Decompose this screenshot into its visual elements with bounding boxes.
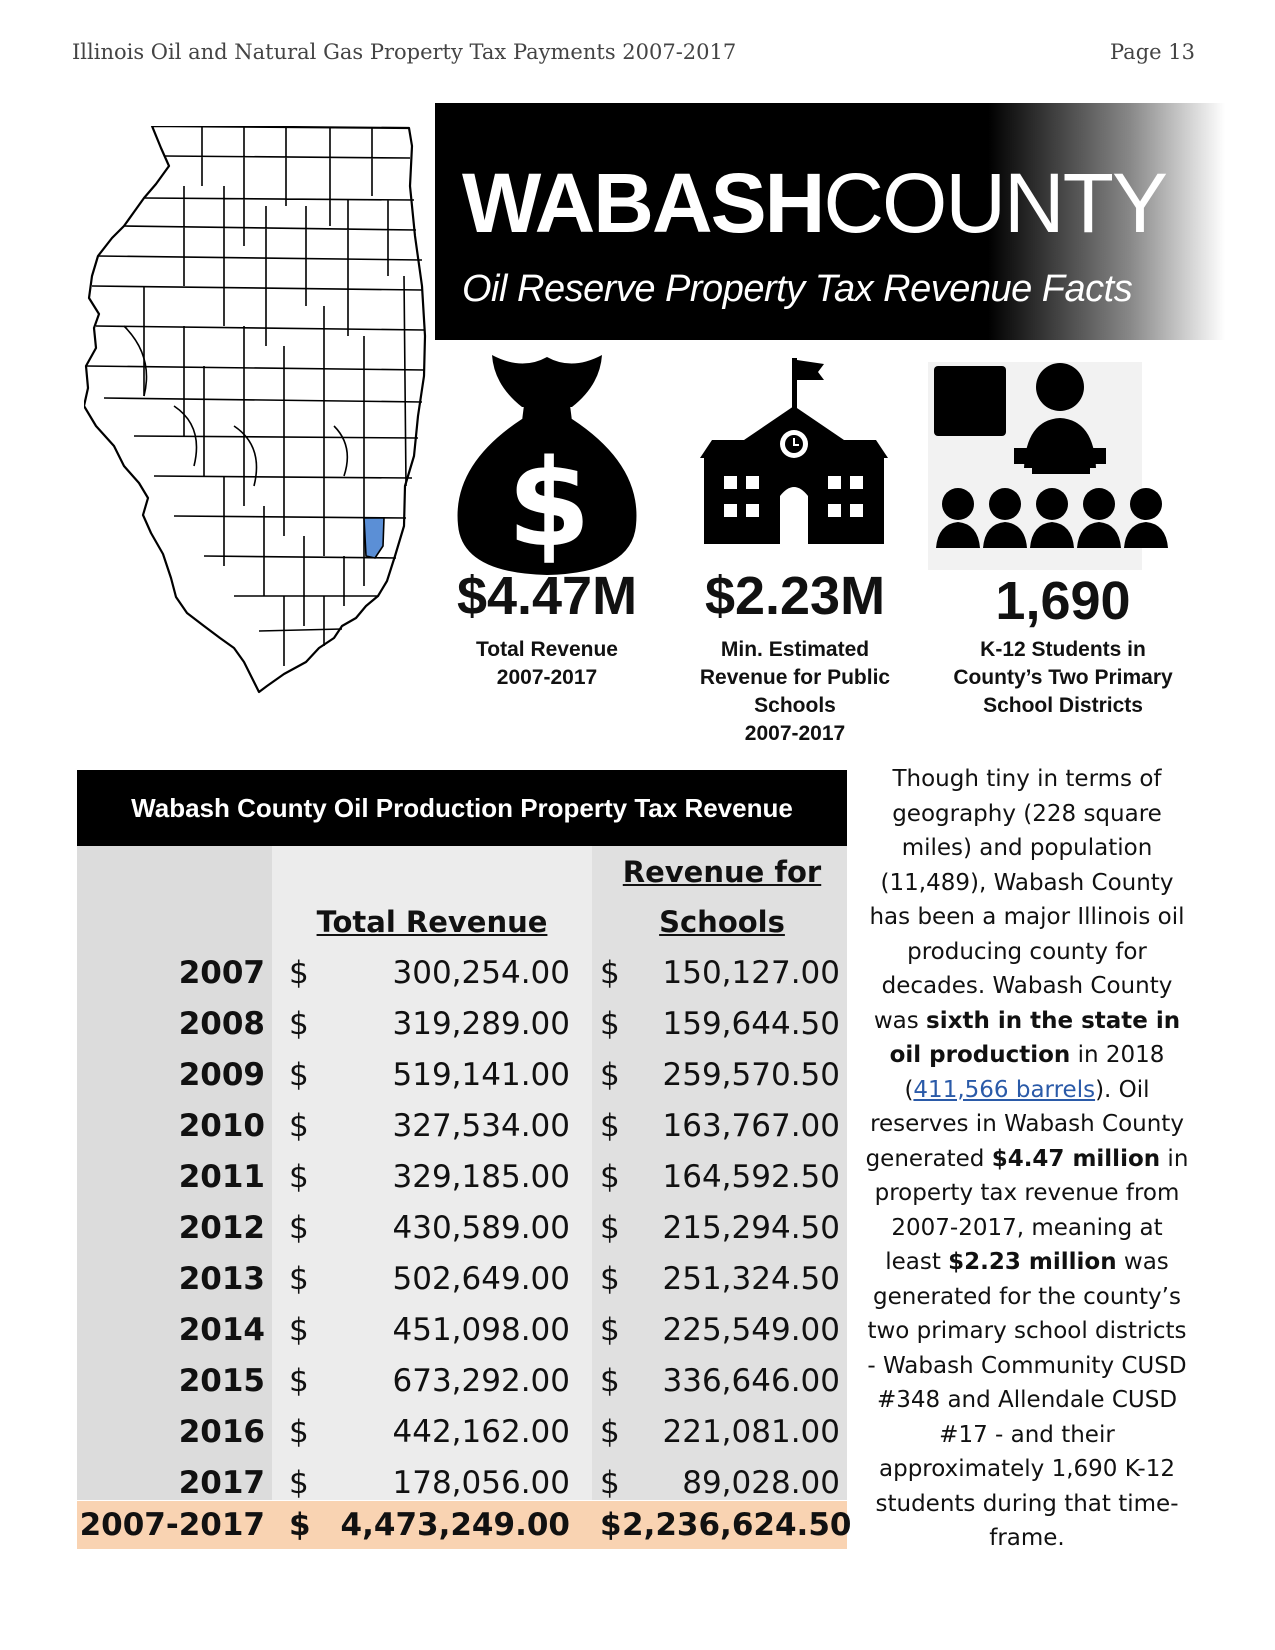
county-title bbox=[462, 155, 1166, 251]
year-cell: 2015 bbox=[178, 1363, 265, 1399]
table-title: Wabash County Oil Production Property Tax Revenue bbox=[77, 770, 847, 846]
year-cell: 2016 bbox=[178, 1414, 265, 1450]
schools-revenue-cell: 221,081.00 bbox=[662, 1414, 840, 1450]
total-revenue-cell: 673,292.00 bbox=[392, 1363, 570, 1399]
total-revenue-cell: 319,289.00 bbox=[392, 1006, 570, 1042]
para-bold-schools: $2.23 million bbox=[948, 1249, 1117, 1275]
classroom-students-icon bbox=[928, 352, 1180, 570]
dollar-sign: $ bbox=[289, 955, 309, 991]
total-revenue-cell: 300,254.00 bbox=[392, 955, 570, 991]
schools-revenue-cell: 164,592.50 bbox=[662, 1159, 840, 1195]
dollar-sign: $ bbox=[600, 955, 620, 991]
banner-subtitle: Oil Reserve Property Tax Revenue Facts bbox=[462, 268, 1133, 310]
schools-revenue-cell: 336,646.00 bbox=[662, 1363, 840, 1399]
table-row bbox=[77, 1407, 847, 1458]
total-revenue-cell: 519,141.00 bbox=[392, 1057, 570, 1093]
dollar-sign: $ bbox=[289, 1210, 309, 1246]
col-header-schools-line1: Revenue for bbox=[622, 855, 822, 889]
para-text: in property tax revenue from 2007-2017, meaning at least bbox=[874, 1145, 1189, 1275]
table-row bbox=[77, 1356, 847, 1407]
table-row bbox=[77, 948, 847, 999]
para-text: in 2018 ( bbox=[904, 1042, 1165, 1103]
fact-label-line: Min. Estimated bbox=[720, 638, 870, 661]
para-bold-rank: sixth in the state in oil production bbox=[889, 1007, 1181, 1068]
year-cell: 2008 bbox=[178, 1006, 265, 1042]
dollar-sign: $ bbox=[600, 1057, 620, 1093]
total-revenue-cell: 442,162.00 bbox=[392, 1414, 570, 1450]
year-cell: 2013 bbox=[178, 1261, 265, 1297]
dollar-sign: $ bbox=[600, 1363, 620, 1399]
total-revenue-cell: 178,056.00 bbox=[392, 1465, 570, 1501]
dollar-sign: $ bbox=[289, 1006, 309, 1042]
total-revenue-cell: 329,185.00 bbox=[392, 1159, 570, 1195]
document-header-title: Illinois Oil and Natural Gas Property Tax Payments 2007-2017 bbox=[72, 40, 737, 64]
year-cell: 2010 bbox=[178, 1108, 265, 1144]
dollar-sign: $ bbox=[289, 1507, 311, 1543]
year-cell: 2017 bbox=[178, 1465, 265, 1501]
fact-total-revenue-label bbox=[442, 636, 652, 692]
dollar-sign: $ bbox=[600, 1210, 620, 1246]
dollar-sign: $ bbox=[600, 1312, 620, 1348]
dollar-sign: $ bbox=[289, 1261, 309, 1297]
dollar-sign: $ bbox=[289, 1057, 309, 1093]
schools-revenue-cell: 159,644.50 bbox=[662, 1006, 840, 1042]
dollar-sign: $ bbox=[289, 1363, 309, 1399]
table-total-row bbox=[77, 1501, 852, 1549]
year-cell: 2009 bbox=[178, 1057, 265, 1093]
dollar-sign: $ bbox=[600, 1414, 620, 1450]
table-row bbox=[77, 1305, 847, 1356]
col-header-schools-line2: Schools bbox=[659, 905, 785, 939]
para-text: ). Oil reserves in Wabash County generated bbox=[865, 1076, 1184, 1172]
dollar-sign: $ bbox=[600, 1507, 622, 1543]
fact-label-line: K-12 Students in bbox=[980, 638, 1146, 661]
fact-label-line: Total Revenue bbox=[476, 638, 618, 661]
table-row bbox=[77, 999, 847, 1050]
schools-revenue-cell: 215,294.50 bbox=[662, 1210, 840, 1246]
schools-revenue-cell: 251,324.50 bbox=[662, 1261, 840, 1297]
year-cell: 2012 bbox=[178, 1210, 265, 1246]
fact-total-revenue-value: $4.47M bbox=[456, 566, 638, 626]
dollar-sign: $ bbox=[600, 1465, 620, 1501]
dollar-sign: $ bbox=[289, 1159, 309, 1195]
dollar-sign: $ bbox=[289, 1312, 309, 1348]
page-number: Page 13 bbox=[1110, 40, 1195, 64]
col-header-total-revenue: Total Revenue bbox=[316, 905, 548, 939]
fact-school-revenue-value: $2.23M bbox=[704, 566, 886, 626]
illinois-county-map bbox=[84, 126, 430, 708]
dollar-sign: $ bbox=[289, 1108, 309, 1144]
fact-label-line: School Districts bbox=[983, 694, 1143, 717]
table-row bbox=[77, 1101, 847, 1152]
total-revenue-cell: 327,534.00 bbox=[392, 1108, 570, 1144]
revenue-table bbox=[77, 846, 852, 1550]
barrels-link[interactable]: 411,566 barrels bbox=[913, 1076, 1096, 1103]
table-row bbox=[77, 1203, 847, 1254]
dollar-sign: $ bbox=[600, 1006, 620, 1042]
dollar-sign: $ bbox=[289, 1414, 309, 1450]
total-year-cell: 2007-2017 bbox=[79, 1507, 265, 1543]
county-title-light: COUNTY bbox=[823, 156, 1166, 250]
fact-students-label bbox=[930, 636, 1196, 720]
year-cell: 2014 bbox=[178, 1312, 265, 1348]
total-revenue-cell: 451,098.00 bbox=[392, 1312, 570, 1348]
para-bold-total: $4.47 million bbox=[991, 1145, 1161, 1172]
total-revenue-cell: 502,649.00 bbox=[392, 1261, 570, 1297]
table-row bbox=[77, 1050, 847, 1101]
narrative-paragraph bbox=[862, 762, 1192, 1556]
school-building-icon bbox=[700, 358, 888, 544]
schools-revenue-cell: 225,549.00 bbox=[662, 1312, 840, 1348]
schools-revenue-sum: 2,236,624.50 bbox=[622, 1507, 852, 1543]
para-text: Though tiny in terms of geography (228 square miles) and population (11,489), Wabash County has been a major Illinois oil producing county for decades. Wabash County was bbox=[869, 766, 1185, 1034]
dollar-sign: $ bbox=[600, 1261, 620, 1297]
money-bag-icon bbox=[452, 345, 642, 577]
table-row bbox=[77, 1254, 847, 1305]
fact-label-line: Revenue for Public bbox=[699, 666, 891, 689]
county-title-bold: WABASH bbox=[462, 156, 824, 250]
dollar-sign: $ bbox=[600, 1108, 620, 1144]
fact-school-revenue-label bbox=[685, 636, 905, 748]
fact-label-line: 2007-2017 bbox=[496, 666, 598, 689]
svg-text:$: $ bbox=[507, 435, 591, 574]
schools-revenue-cell: 150,127.00 bbox=[662, 955, 840, 991]
dollar-sign: $ bbox=[289, 1465, 309, 1501]
fact-label-line: County’s Two Primary bbox=[953, 666, 1173, 689]
table-row bbox=[77, 1152, 847, 1203]
fact-label-line: 2007-2017 bbox=[744, 722, 846, 745]
total-revenue-sum: 4,473,249.00 bbox=[340, 1507, 570, 1543]
schools-revenue-cell: 259,570.50 bbox=[662, 1057, 840, 1093]
total-revenue-cell: 430,589.00 bbox=[392, 1210, 570, 1246]
year-cell: 2011 bbox=[178, 1159, 265, 1195]
schools-revenue-cell: 163,767.00 bbox=[662, 1108, 840, 1144]
para-text: was generated for the county’s two primary school districts - Wabash Community CUSD #348 and Allendale CUSD #17 - and their approximately 1,690 K-12 students during that time-frame. bbox=[867, 1249, 1187, 1551]
dollar-sign: $ bbox=[600, 1159, 620, 1195]
fact-students-value: 1,690 bbox=[995, 571, 1131, 631]
year-cell: 2007 bbox=[178, 955, 265, 991]
schools-revenue-cell: 89,028.00 bbox=[682, 1465, 840, 1501]
fact-label-line: Schools bbox=[754, 694, 836, 717]
